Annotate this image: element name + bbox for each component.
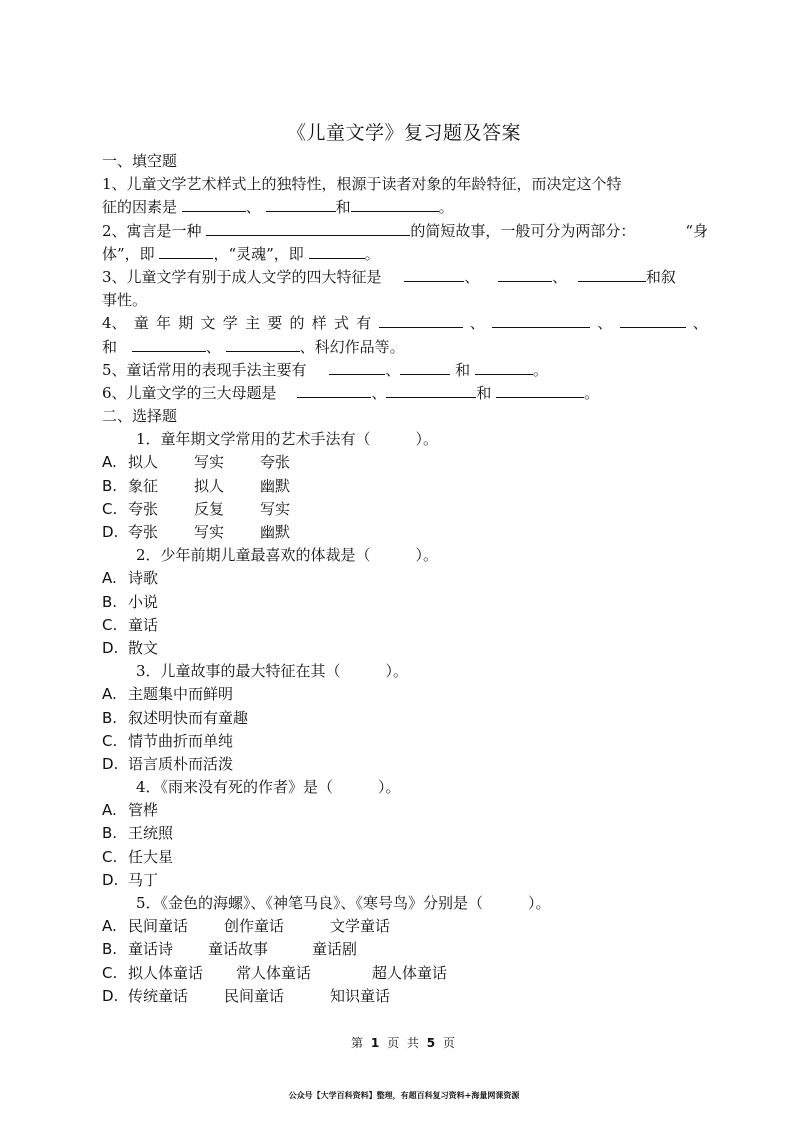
choice-option[interactable]: A. 主题集中而鲜明: [102, 685, 234, 704]
choice-option[interactable]: B. 叙述明快而有童趣: [102, 708, 249, 727]
choice-option[interactable]: C. 拟人体童话 常人体童话 超人体童话: [102, 963, 448, 982]
page-number: 1: [370, 1036, 382, 1050]
choice-option[interactable]: B. 王统照: [102, 824, 174, 843]
answer-blank[interactable]: [620, 312, 686, 328]
fill-q3-line1: 3、儿童文学有别于成人文学的四大特征是 、 、 和叙: [102, 267, 676, 286]
choice-option[interactable]: C. 情节曲折而单纯: [102, 731, 234, 750]
choice-question: 5．《金色的海螺》、《神笔马良》、《寒号鸟》分别是（ ）。: [136, 894, 551, 912]
answer-blank[interactable]: [492, 312, 590, 328]
answer-blank[interactable]: [132, 336, 206, 352]
answer-blank[interactable]: [498, 266, 552, 282]
source-note: 公众号【大学百科资料】整理，有超百科复习资料+海量网课资源: [288, 1090, 520, 1100]
page-total: 5: [426, 1036, 438, 1050]
answer-blank[interactable]: [578, 266, 646, 282]
answer-blank[interactable]: [400, 359, 450, 375]
fill-q1-line2: 征的因素是 、 和 。: [102, 198, 454, 217]
choice-question: 2．少年前期儿童最喜欢的体裁是（ ）。: [136, 546, 439, 565]
answer-blank[interactable]: [404, 266, 464, 282]
answer-blank[interactable]: [182, 196, 246, 212]
fill-q3-line2: 事性。: [102, 291, 148, 310]
choice-option[interactable]: D. 传统童话 民间童话 知识童话: [102, 986, 391, 1005]
answer-blank[interactable]: [266, 196, 336, 212]
answer-blank[interactable]: [329, 359, 385, 375]
answer-blank[interactable]: [297, 382, 371, 398]
choice-option[interactable]: C. 童话: [102, 615, 159, 634]
page-title: 《儿童文学》复习题及答案: [286, 122, 521, 144]
choice-option[interactable]: B. 小说: [102, 592, 159, 611]
document-body: [102, 150, 708, 1008]
answer-blank[interactable]: [496, 382, 584, 398]
choice-question: 1．童年期文学常用的艺术手法有（ ）。: [136, 430, 439, 449]
choice-option[interactable]: A. 拟人 写实 夸张: [102, 453, 291, 472]
fill-q6-line: 6、儿童文学的三大母题是 、 和 。: [102, 383, 600, 402]
section-heading-fill: 一、填空题: [102, 152, 178, 170]
choice-option[interactable]: C. 夸张 反复 写实: [102, 499, 291, 518]
section-heading-choice: 二、选择题: [102, 407, 178, 426]
answer-blank[interactable]: [379, 312, 463, 328]
choice-option[interactable]: D. 夸张 写实 幽默: [102, 523, 291, 541]
page-footer: 第 1 页 共 5 页: [351, 1036, 457, 1050]
answer-blank[interactable]: [351, 196, 439, 212]
choice-question: 3．儿童故事的最大特征在其（ ）。: [136, 662, 409, 681]
choice-option[interactable]: A. 民间童话 创作童话 文学童话: [102, 917, 391, 936]
answer-blank[interactable]: [309, 243, 365, 259]
answer-blank[interactable]: [159, 243, 213, 259]
answer-blank[interactable]: [386, 382, 476, 398]
choice-option[interactable]: D. 散文: [102, 638, 159, 657]
answer-blank[interactable]: [206, 220, 410, 236]
answer-blank[interactable]: [226, 336, 300, 352]
choice-option[interactable]: D. 马丁: [102, 870, 159, 889]
choice-option[interactable]: B. 童话诗 童话故事 童话剧: [102, 940, 358, 959]
answer-blank[interactable]: [475, 359, 533, 375]
fill-q2-line2: 体”，即 ，“灵魂”，即 。: [102, 244, 380, 263]
choice-question: 4．《雨来没有死的作者》是（ ）。: [136, 778, 401, 797]
fill-q5-line: 5、童话常用的表现手法主要有 、 和 。: [102, 360, 548, 379]
choice-option[interactable]: C. 任大星: [102, 847, 174, 866]
fill-q4-line2: 和 、 、科幻作品等。: [102, 337, 405, 356]
fill-q2-line1: 2、寓言是一种 的简短故事，一般可分为两部分： “身: [102, 221, 708, 240]
choice-option[interactable]: A. 管桦: [102, 801, 159, 820]
choice-option[interactable]: D. 语言质朴而活泼: [102, 754, 234, 773]
fill-q1-line1: 1、儿童文学艺术样式上的独特性，根源于读者对象的年龄特征，而决定这个特: [102, 175, 622, 194]
fill-q4-line1: 4、 童 年 期 文 学 主 要 的 样 式 有 、 、 、: [102, 314, 708, 333]
choice-option[interactable]: A. 诗歌: [102, 569, 159, 588]
choice-option[interactable]: B. 象征 拟人 幽默: [102, 476, 291, 495]
